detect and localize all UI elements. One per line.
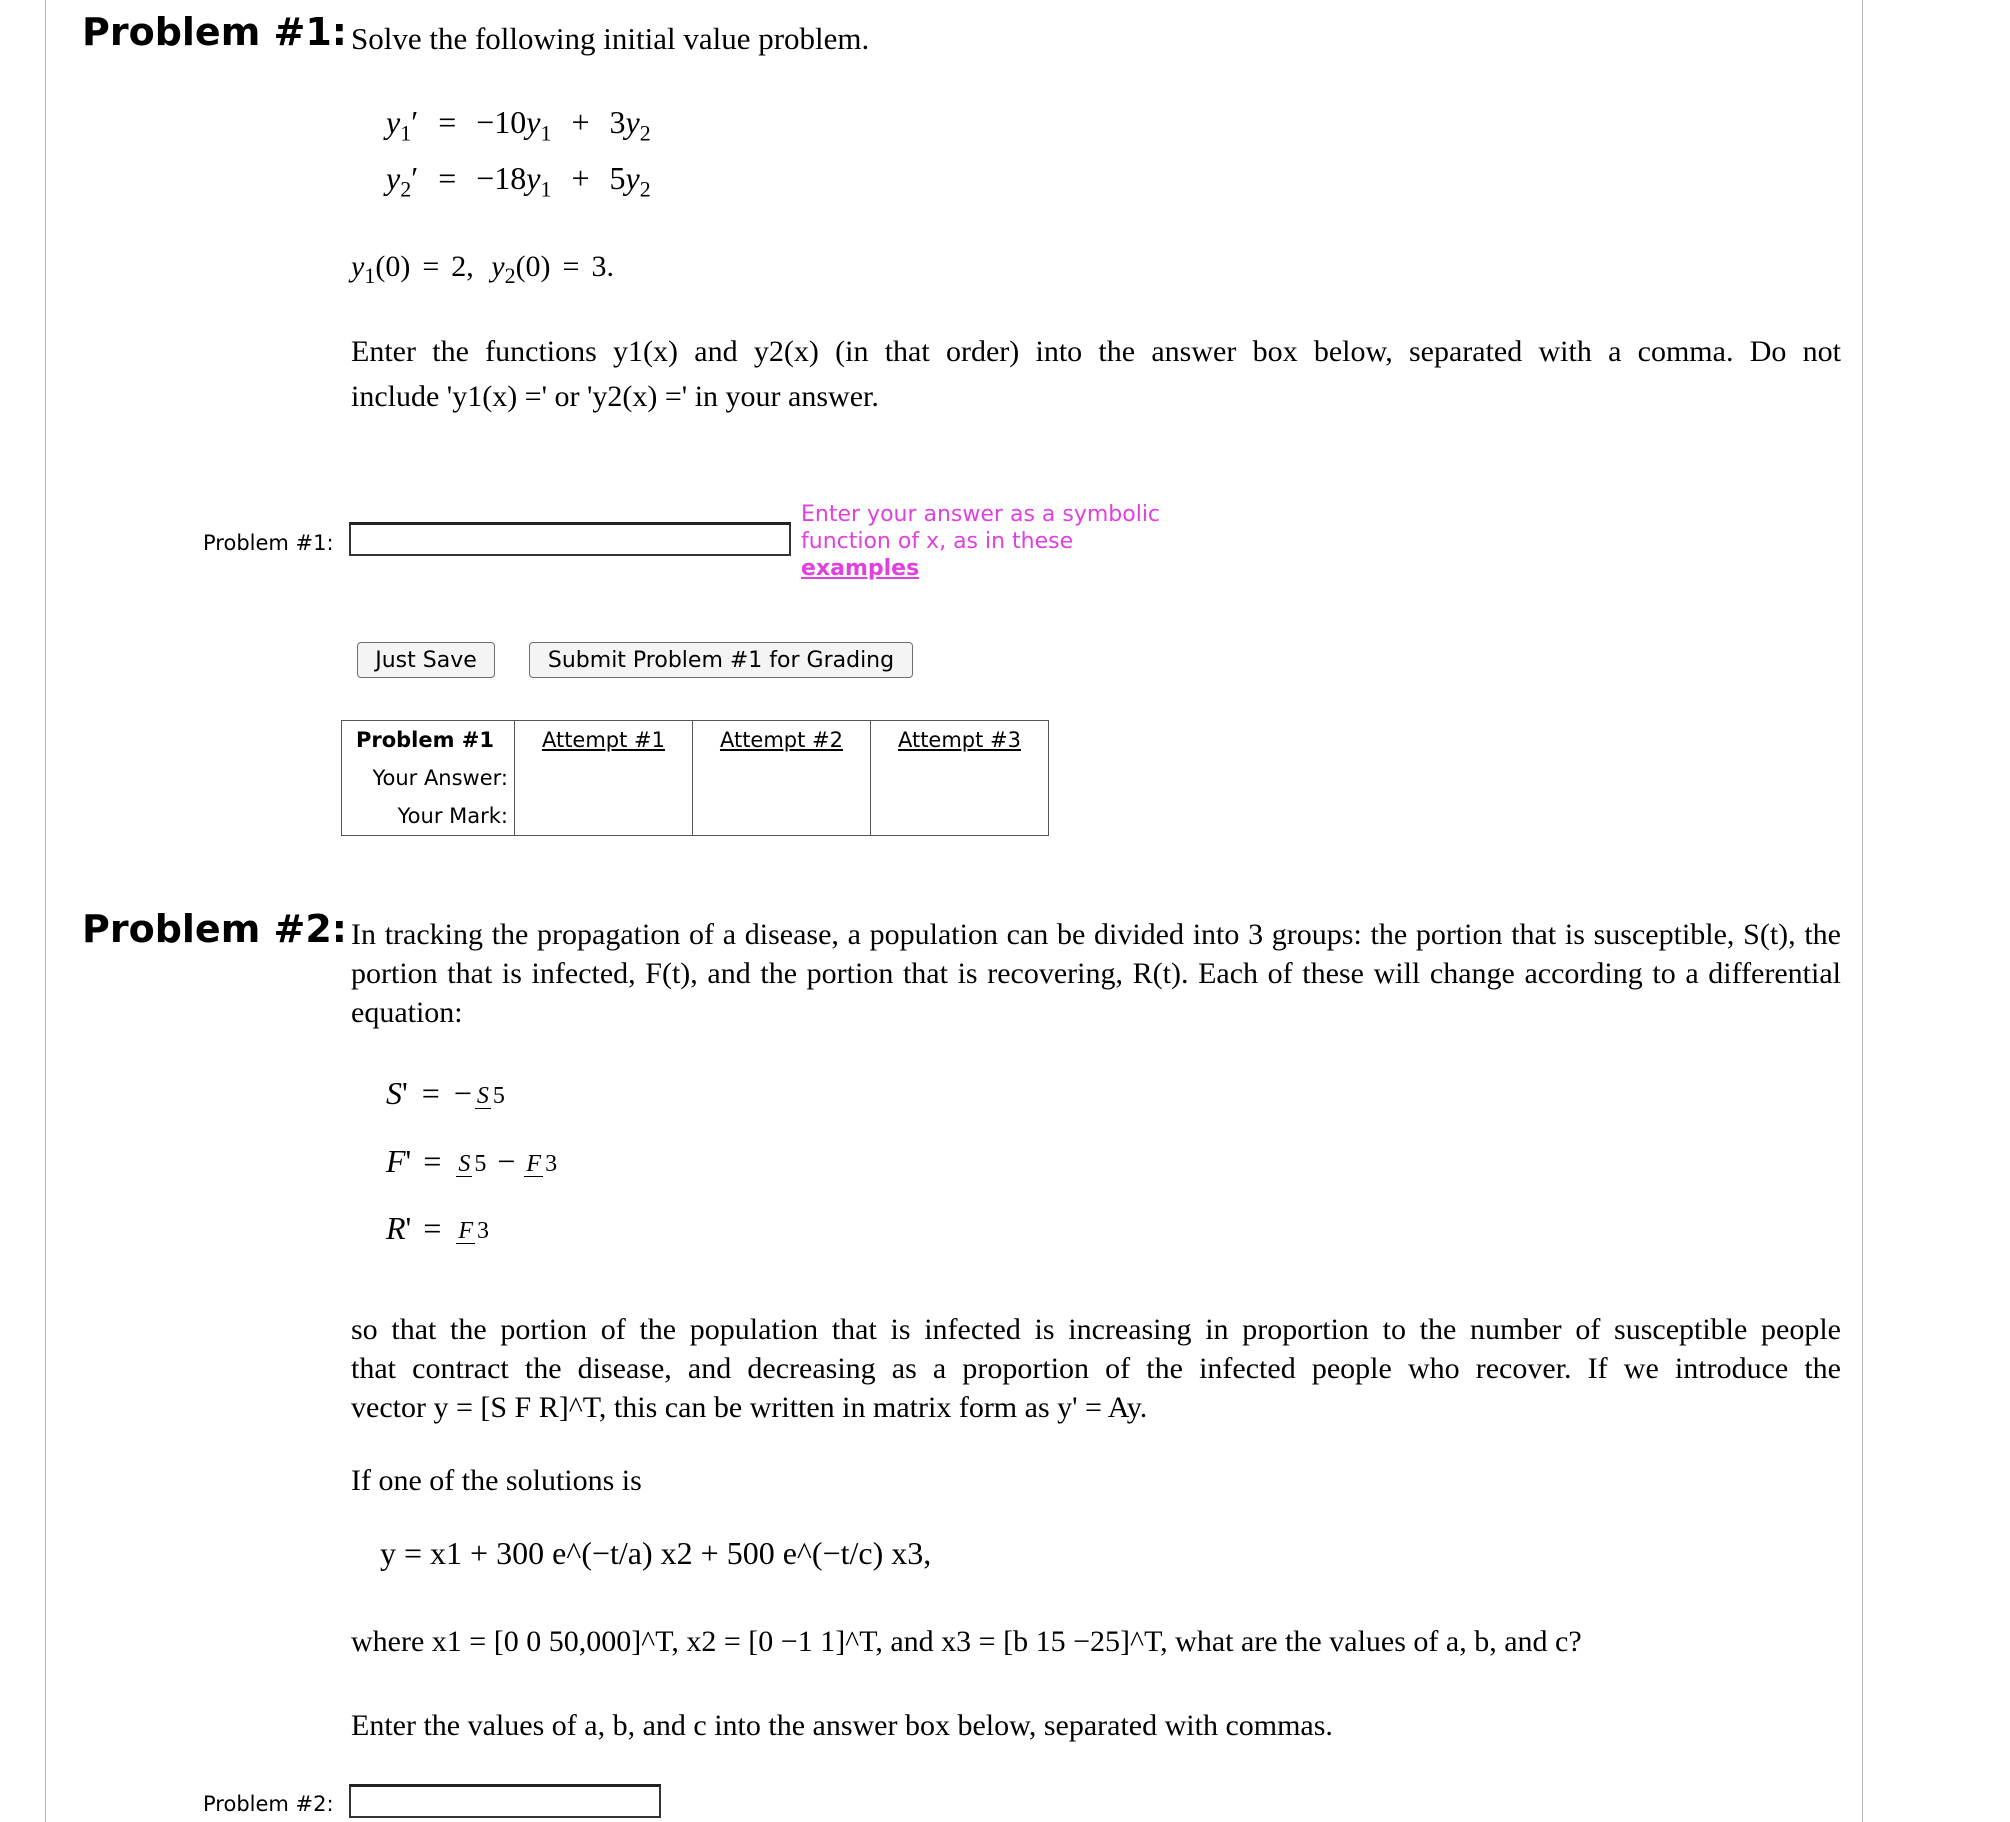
problem-2-title: Problem #2: — [82, 907, 347, 951]
problem-2-answer-input[interactable] — [349, 1784, 661, 1818]
problem-1-title: Problem #1: — [82, 10, 347, 54]
problem-1-intro: Solve the following initial value problem. — [351, 21, 870, 56]
instruction-line-2: include 'y1(x) =' or 'y2(x) =' in your answer. — [351, 380, 879, 413]
attempts-header-column — [342, 721, 515, 836]
your-mark-label: Your Mark: — [397, 804, 508, 828]
solution-equation: y = x1 + 300 e^(−t/a) x2 + 500 e^(−t/c) x3, — [380, 1535, 932, 1571]
equation-s-prime: S' = − S 5 — [386, 1075, 505, 1111]
left-border — [45, 0, 46, 1822]
right-border — [1862, 0, 1863, 1822]
attempts-table-header: Problem #1 — [355, 728, 495, 752]
equation-f-prime: F' = S 5 − F 3 — [386, 1143, 558, 1179]
your-answer-label: Your Answer: — [372, 766, 508, 790]
vectors-line: where x1 = [0 0 50,000]^T, x2 = [0 −1 1]^T, and x3 = [b 15 −25]^T, what are the values of a, b, and c? — [351, 1625, 1582, 1658]
initial-conditions: $y_1(0) = 2$, $y_2(0) = 3$. — [351, 250, 614, 288]
problem-2-instruction: Enter the values of a, b, and c into the answer box below, separated with commas. — [351, 1709, 1333, 1742]
attempt-3-column — [871, 721, 1049, 836]
problem-2-intro: In tracking the propagation of a disease, a population can be divided into 3 groups: the portion that is susceptible, S(t), the portion that is infected, F(t), and the portion that is recovering, R(t). Each of these will change according to a differential equation: — [351, 918, 1841, 1029]
attempt-3-link[interactable]: Attempt #3 — [897, 728, 1022, 752]
equation-y1-prime: $y_1' = -10y_1 + 3y_2$ — [386, 104, 651, 146]
problem-1-answer-input[interactable] — [349, 522, 791, 556]
examples-link[interactable]: examples — [801, 556, 920, 581]
problem-2-paragraph — [351, 1310, 1841, 1427]
just-save-button[interactable]: Just Save — [357, 642, 495, 678]
attempt-2-link[interactable]: Attempt #2 — [719, 728, 844, 752]
attempt-1-column — [515, 721, 693, 836]
equation-y2-prime: $y_2' = -18y_1 + 5y_2$ — [386, 160, 651, 202]
hint-text: Enter your answer as a symbolic function of x, as in these — [801, 502, 1161, 554]
answer-format-hint — [801, 501, 1191, 582]
paragraph-line-2: that contract the disease, and decreasing as a proportion of the infected people who recover. If we introduce the — [351, 1352, 1841, 1385]
equation-r-prime: R' = F 3 — [386, 1210, 490, 1246]
problem-2-field-label: Problem #2: — [203, 1792, 334, 1816]
attempt-1-link[interactable]: Attempt #1 — [541, 728, 666, 752]
attempts-table — [341, 720, 1049, 836]
paragraph-line-3: vector y = [S F R]^T, this can be written in matrix form as y' = Ay. — [351, 1391, 1148, 1424]
paragraph-line-1: so that the portion of the population that is infected is increasing in proportion to the number of susceptible people — [351, 1313, 1841, 1346]
attempt-2-column — [693, 721, 871, 836]
instruction-line-1: Enter the functions y1(x) and y2(x) (in that order) into the answer box below, separated with a comma. Do not — [351, 335, 1841, 368]
submit-problem-1-button[interactable]: Submit Problem #1 for Grading — [529, 642, 913, 678]
problem-1-field-label: Problem #1: — [203, 531, 334, 555]
solution-intro: If one of the solutions is — [351, 1464, 642, 1497]
problem-1-instruction — [351, 332, 1841, 416]
